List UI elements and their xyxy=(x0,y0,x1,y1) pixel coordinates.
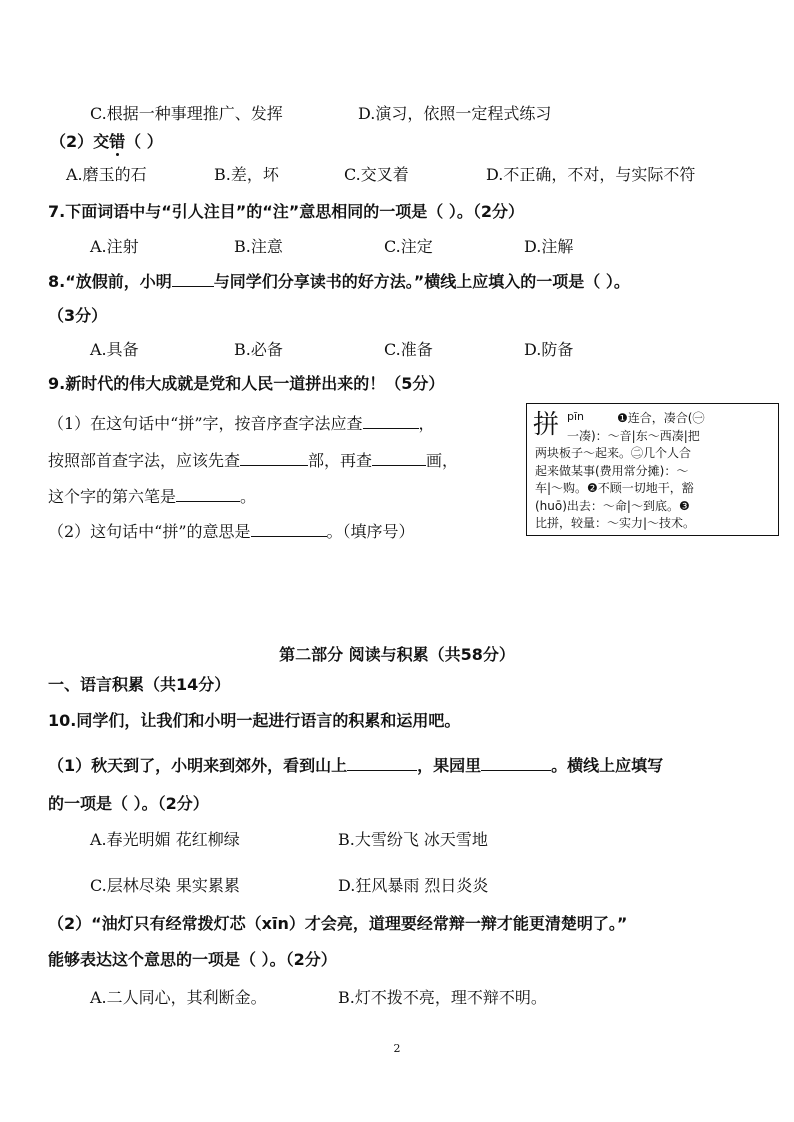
q7-option-a: A.注射 xyxy=(90,237,139,256)
q7-option-c: C.注定 xyxy=(384,237,433,256)
q8-option-c: C.准备 xyxy=(384,340,433,359)
q10-sub1-option-d: D.狂风暴雨 烈日炎炎 xyxy=(338,876,489,895)
q6-option-c: C.根据一种事理推广、发挥 xyxy=(90,104,283,123)
q6-sub2-option-b: B.差，坏 xyxy=(214,165,279,184)
dictionary-pinyin: pīn xyxy=(567,410,585,423)
q10-sub1-option-c: C.层林尽染 果实累累 xyxy=(90,876,240,895)
q8-option-b: B.必备 xyxy=(234,340,283,359)
q6-sub2-option-d: D.不正确，不对，与实际不符 xyxy=(486,165,696,184)
q10-stem: 10.同学们，让我们和小明一起进行语言的积累和运用吧。 xyxy=(48,711,461,730)
dictionary-character: 拼 xyxy=(533,410,560,440)
q9-blank-letter[interactable] xyxy=(363,414,419,429)
q7-option-b: B.注意 xyxy=(234,237,283,256)
q9-sub1-line1: （1）在这句话中“拼”字，按音序查字法应查 ， xyxy=(48,414,435,433)
q10-sub2-line1: （2）“油灯只有经常拨灯芯（xīn）才会亮，道理要经常辩一辩才能更清楚明了。” xyxy=(48,914,628,933)
q9-sub1-line2: 按照部首查字法，应该先查 部，再查 画， xyxy=(48,451,459,470)
q10-blank-mountain[interactable] xyxy=(347,756,417,771)
q10-sub2-line2: 能够表达这个意思的一项是（ ）。（2分） xyxy=(48,950,337,969)
q6-sub2-stem: （2）交错（ ） xyxy=(50,132,163,151)
q10-sub1-line1: （1）秋天到了，小明来到郊外，看到山上 ，果园里 。横线上应填写 xyxy=(48,756,664,775)
dictionary-definition: ❶连合，凑合(㊀ 一凑)：～音|东～西凑|把 两块板子～起来。㊁几个人合 起来做某事(费用常分摊)：～ 车|～购。❷不顾一切地干，豁 (huō)出去：～命|～到底。❸ 比拼，较量：～实力|～技术。 xyxy=(535,411,705,530)
section1-title: 一、语言积累（共14分） xyxy=(48,675,231,694)
q6-sub2-option-c: C.交叉着 xyxy=(344,165,409,184)
q9-blank-meaning[interactable] xyxy=(251,522,327,537)
q10-sub1-option-a: A.春光明媚 花红柳绿 xyxy=(90,830,240,849)
q8-option-d: D.防备 xyxy=(524,340,574,359)
q7-option-d: D.注解 xyxy=(524,237,574,256)
q8-blank[interactable] xyxy=(172,272,214,287)
q7-stem: 7.下面词语中与“引人注目”的“注”意思相同的一项是（ ）。（2分） xyxy=(48,202,524,221)
q9-sub1-line3: 这个字的第六笔是 。 xyxy=(48,487,257,506)
part2-title: 第二部分 阅读与积累（共58分） xyxy=(279,645,515,664)
q9-stem: 9.新时代的伟大成就是党和人民一道拼出来的！（5分） xyxy=(48,374,445,393)
q9-sub2: （2）这句话中“拼”的意思是 。（填序号） xyxy=(48,522,415,541)
q10-sub2-option-b: B.灯不拨不亮，理不辩不明。 xyxy=(338,988,547,1007)
q9-blank-strokes[interactable] xyxy=(372,451,426,466)
q10-blank-orchard[interactable] xyxy=(481,756,551,771)
page-number: 2 xyxy=(393,1042,401,1055)
dictionary-entry-box xyxy=(526,403,779,536)
q9-blank-radical[interactable] xyxy=(240,451,308,466)
q10-sub1-line2: 的一项是（ ）。（2分） xyxy=(48,794,209,813)
q10-sub2-option-a: A.二人同心，其利断金。 xyxy=(90,988,267,1007)
q10-sub1-option-b: B.大雪纷飞 冰天雪地 xyxy=(338,830,488,849)
q8-option-a: A.具备 xyxy=(90,340,139,359)
q8-stem: 8.“放假前，小明 与同学们分享读书的好方法。”横线上应填入的一项是（ ）。 xyxy=(48,272,630,291)
q6-sub2-option-a: A.磨玉的石 xyxy=(66,165,147,184)
q9-blank-sixth-stroke[interactable] xyxy=(176,487,240,502)
q6-option-d: D.演习，依照一定程式练习 xyxy=(358,104,552,123)
q8-score: （3分） xyxy=(48,306,108,325)
